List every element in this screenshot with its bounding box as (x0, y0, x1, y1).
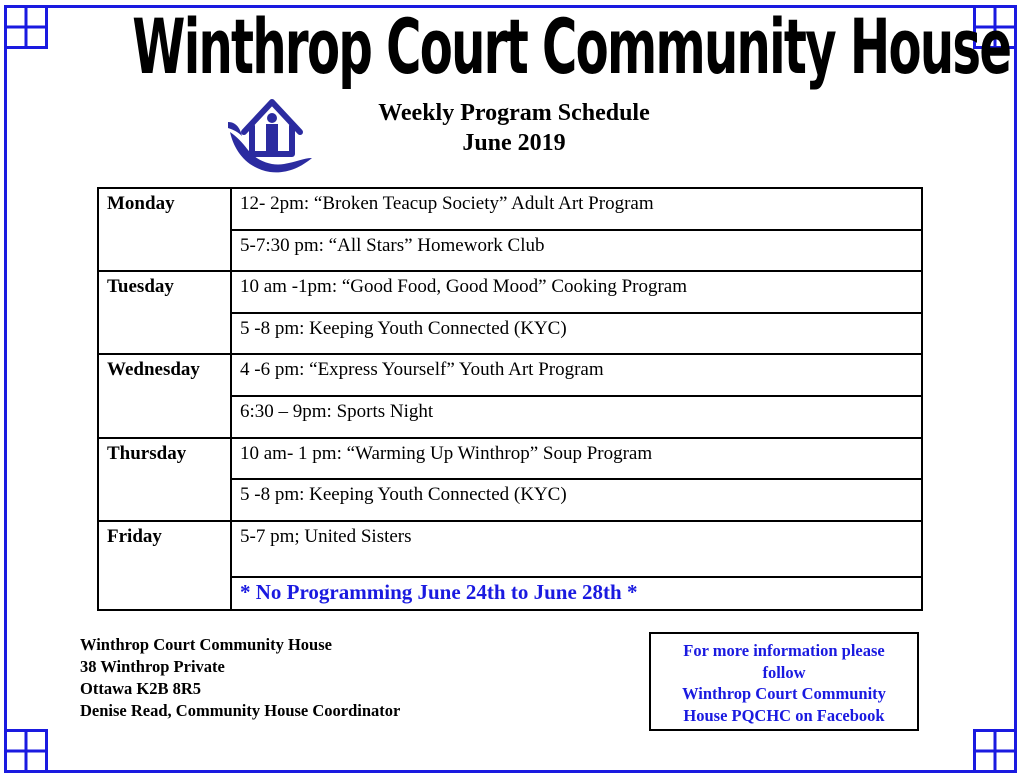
day-cell-friday: Friday (98, 521, 231, 610)
notice-cell (231, 577, 922, 610)
house-hands-logo-icon (226, 92, 318, 180)
program-cell: 10 am- 1 pm: “Warming Up Winthrop” Soup Program (231, 438, 922, 480)
corner-ornament-bottom-right (973, 729, 1017, 773)
page-title: Winthrop Court Community House (132, 4, 1011, 92)
table-row (98, 354, 922, 396)
address-line: Ottawa K2B 8R5 (80, 679, 201, 698)
info-line: Winthrop Court Community (682, 684, 886, 703)
info-line: For more information please (683, 641, 885, 660)
program-cell: 10 am -1pm: “Good Food, Good Mood” Cooking Program (231, 271, 922, 313)
address-line: Denise Read, Community House Coordinator (80, 701, 401, 720)
no-programming-notice: * No Programming June 24th to June 28th * (240, 579, 638, 604)
corner-ornament-bottom-left (4, 729, 48, 773)
day-cell-thursday: Thursday (98, 438, 231, 521)
program-cell: 6:30 – 9pm: Sports Night (231, 396, 922, 438)
table-row (98, 521, 922, 577)
table-row (98, 438, 922, 480)
program-cell: 5 -8 pm: Keeping Youth Connected (KYC) (231, 479, 922, 521)
address-line: Winthrop Court Community House (80, 635, 332, 654)
schedule-subtitle: Weekly Program Schedule (378, 100, 650, 126)
schedule-heading (314, 98, 714, 158)
address-block (80, 634, 400, 722)
day-cell-tuesday: Tuesday (98, 271, 231, 354)
facebook-info-box (649, 632, 919, 731)
day-cell-monday: Monday (98, 188, 231, 271)
program-cell: 5-7 pm; United Sisters (231, 521, 922, 577)
table-row (98, 188, 922, 230)
table-row (98, 271, 922, 313)
address-line: 38 Winthrop Private (80, 657, 225, 676)
schedule-month: June 2019 (462, 130, 566, 156)
program-cell: 5 -8 pm: Keeping Youth Connected (KYC) (231, 313, 922, 355)
program-cell: 12- 2pm: “Broken Teacup Society” Adult Art Program (231, 188, 922, 230)
program-cell: 5-7:30 pm: “All Stars” Homework Club (231, 230, 922, 272)
program-cell: 4 -6 pm: “Express Yourself” Youth Art Program (231, 354, 922, 396)
day-cell-wednesday: Wednesday (98, 354, 231, 437)
corner-ornament-top-left (4, 5, 48, 49)
info-line: House PQCHC on Facebook (683, 705, 885, 725)
schedule-table (97, 187, 923, 611)
info-line: follow (762, 662, 806, 682)
